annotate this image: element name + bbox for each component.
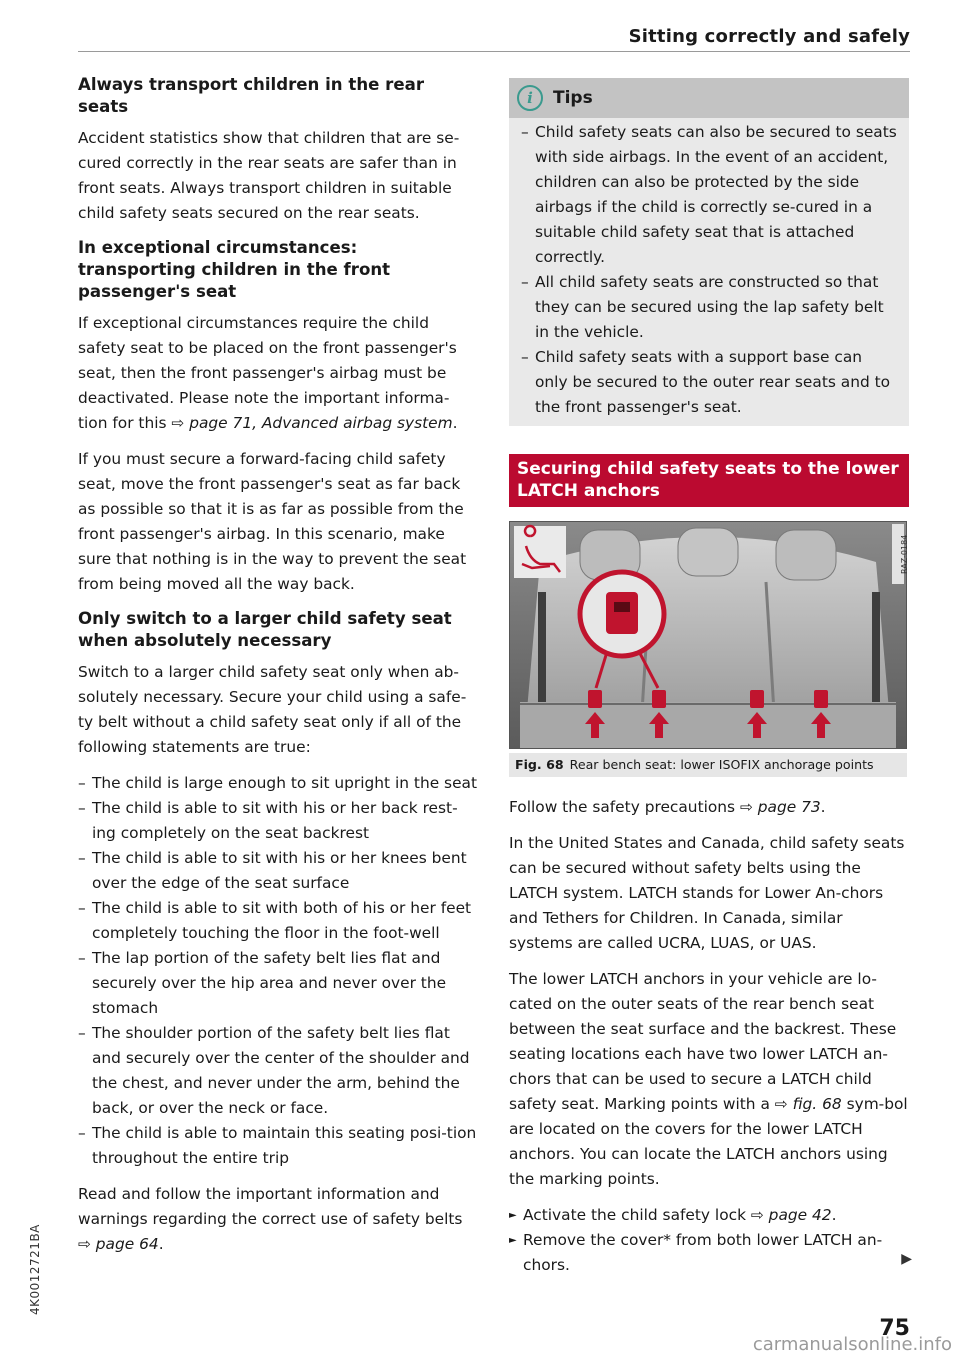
list-item: – The child is able to maintain this seating posi-tion throughout the entire trip (78, 1121, 478, 1171)
link-page-42[interactable]: ⇨ page 42 (750, 1206, 832, 1224)
tips-item: – All child safety seats are constructed so that they can be secured using the lap safety belt in the vehicle. (521, 270, 899, 345)
paragraph-front-passenger: If exceptional circumstances require the child safety seat to be placed on the front passenger's seat, then the front passenger's airbag must be deactivated. Please note the important informa-tion for this ⇨ page 71, Advanced airbag system. (78, 314, 458, 432)
document-code: 4K0012721BA (28, 1224, 42, 1316)
figure-caption (509, 753, 907, 777)
figure-label: Fig. 68 (515, 757, 564, 772)
paragraph-safety-precautions: Follow the safety precautions ⇨ page 73. (509, 798, 826, 816)
section-heading-latch: Securing child safety seats to the lower LATCH anchors (509, 454, 909, 507)
tips-box (509, 78, 909, 426)
link-page-71[interactable]: ⇨ page 71, Advanced airbag system (171, 414, 453, 432)
link-page-64[interactable]: ⇨ page 64 (78, 1235, 159, 1253)
paragraph-latch-system: In the United States and Canada, child safety seats can be secured without safety belts using the LATCH system. LATCH stands for Lower An-chors and Tethers for Children. In Canada, similar systems are called UCRA, LUAS, or UAS. (509, 834, 905, 952)
figure-code: RAZ-0184 (892, 524, 904, 584)
tips-item: – Child safety seats can also be secured to seats with side airbags. In the event of an accident, children can also be protected by the side airbags if the child is correctly se-cured in a suitable child safety seat that is attached correctly. (521, 120, 899, 270)
link-fig-68[interactable]: ⇨ fig. 68 (774, 1095, 842, 1113)
link-page-73[interactable]: ⇨ page 73 (739, 798, 821, 816)
list-item: – The lap portion of the safety belt lies flat and securely over the hip area and never over the stomach (78, 946, 478, 1021)
list-item: – The child is able to sit with his or her knees bent over the edge of the seat surface (78, 846, 478, 896)
tips-list (509, 118, 909, 426)
info-icon: i (517, 85, 543, 111)
heading-rear-seats: Always transport children in the rear seats (78, 75, 424, 116)
conditions-list (78, 771, 478, 1171)
tips-item: – Child safety seats with a support base can only be secured to the outer rear seats and to the front passenger's seat. (521, 345, 899, 420)
list-item: – The child is able to sit with his or her back rest-ing completely on the seat backrest (78, 796, 478, 846)
running-header-title: Sitting correctly and safely (628, 26, 910, 47)
heading-front-passenger: In exceptional circumstances: transporting children in the front passenger's seat (78, 238, 391, 301)
paragraph-larger-seat: Switch to a larger child safety seat only when ab-solutely necessary. Secure your child using a safe-ty belt without a child safety seat only if all of the following statements are true: (78, 663, 467, 756)
paragraph-latch-location: The lower LATCH anchors in your vehicle are lo-cated on the outer seats of the rear bench seat between the seat surface and the backrest. These seating locations each have two lower LATCH an-chors that can be used to secure a LATCH child safety seat. Marking points with a ⇨ fig. 68 sym-bol are located on the covers for the lower LATCH anchors. You can locate the LATCH anchors using the marking points. (509, 970, 908, 1188)
heading-larger-seat: Only switch to a larger child safety seat when absolutely necessary (78, 609, 452, 650)
step-item: ► Activate the child safety lock ⇨ page 42. (509, 1203, 909, 1228)
header-divider (78, 51, 910, 52)
step-item: ► Remove the cover* from both lower LATCH an-chors. (509, 1228, 909, 1278)
watermark: carmanualsonline.info (752, 1334, 952, 1355)
rear-bench-illustration (510, 522, 906, 748)
paragraph-forward-facing: If you must secure a forward-facing child safety seat, move the front passenger's seat as far back as possible so that it is as far as possible from the front passenger's airbag. In this scenario, make sure that nothing is in the way to prevent the seat from being moved all the way back. (78, 450, 467, 593)
paragraph-rear-seats: Accident statistics show that children that are se-cured correctly in the rear seats are safer than in front seats. Always transport children in suitable child safety seats secured on the rear seats. (78, 129, 460, 222)
paragraph-safety-belts: Read and follow the important information and warnings regarding the correct use of safety belts ⇨ page 64. (78, 1185, 463, 1253)
steps-list (509, 1203, 909, 1278)
tips-header (509, 78, 909, 118)
continue-arrow-icon: ▶ (901, 1251, 912, 1267)
figure-rear-bench-seat (509, 521, 907, 749)
list-item: – The child is large enough to sit upright in the seat (78, 771, 478, 796)
figure-caption-text: Rear bench seat: lower ISOFIX anchorage points (569, 757, 874, 772)
page-number: 75 (879, 1316, 910, 1341)
tips-title: Tips (553, 87, 593, 108)
list-item: – The child is able to sit with both of his or her feet completely touching the floor in the foot-well (78, 896, 478, 946)
right-column (509, 78, 909, 1278)
list-item: – The shoulder portion of the safety belt lies flat and securely over the center of the shoulder and the chest, and never under the arm, behind the back, or over the neck or face. (78, 1021, 478, 1121)
left-column (78, 74, 478, 1268)
